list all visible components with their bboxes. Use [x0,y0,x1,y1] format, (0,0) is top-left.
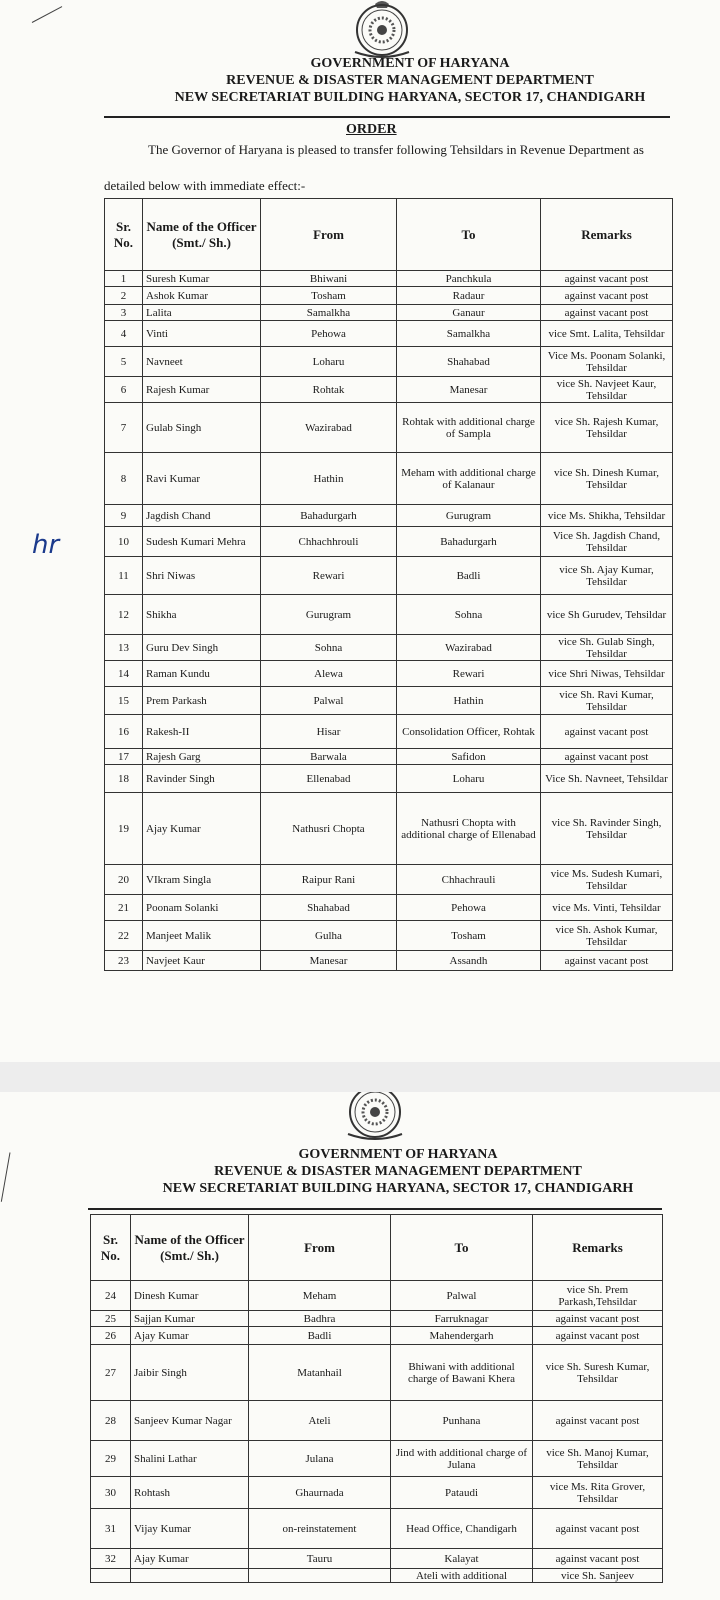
cell-sr: 4 [105,321,143,347]
table-row [91,1569,663,1583]
cell-to: Assandh [397,951,541,971]
cell-from: Rohtak [261,377,397,403]
cell-from: Hathin [261,453,397,505]
handwritten-initial: hr [32,530,60,560]
cell-name: Rakesh-II [143,715,261,749]
cell-from: Manesar [261,951,397,971]
header-line-3: NEW SECRETARIAT BUILDING HARYANA, SECTOR 17, CHANDIGARH [162,1181,634,1196]
cell-from: Julana [249,1441,391,1477]
table-row [105,661,673,687]
cell-remarks: vice Sh. Gulab Singh, Tehsildar [541,635,673,661]
cell-remarks: vice Sh Gurudev, Tehsildar [541,595,673,635]
header-line-3: NEW SECRETARIAT BUILDING HARYANA, SECTOR 17, CHANDIGARH [174,90,646,105]
cell-to: Ateli with additional [391,1569,533,1583]
table-row [105,951,673,971]
header-line-1: GOVERNMENT OF HARYANA [298,1147,498,1162]
cell-remarks: vice Ms. Sudesh Kumari, Tehsildar [541,865,673,895]
cell-from: Palwal [261,687,397,715]
cell-to: Wazirabad [397,635,541,661]
cell-from: Badli [249,1327,391,1345]
cell-sr: 6 [105,377,143,403]
transfer-table-1 [104,198,673,971]
cell-name: Prem Parkash [143,687,261,715]
cell-name: Ashok Kumar [143,287,261,305]
table-row [105,305,673,321]
table-row [105,635,673,661]
cell-name: Sudesh Kumari Mehra [143,527,261,557]
page-gap [0,1062,720,1092]
cell-from: Matanhail [249,1345,391,1401]
cell-remarks: vice Sh. Suresh Kumar, Tehsildar [533,1345,663,1401]
cell-remarks: vice Ms. Rita Grover, Tehsildar [533,1477,663,1509]
cell-from: Ghaurnada [249,1477,391,1509]
cell-to: Palwal [391,1281,533,1311]
col-from: From [249,1215,391,1281]
cell-name: Dinesh Kumar [131,1281,249,1311]
cell-remarks: vice Sh. Rajesh Kumar, Tehsildar [541,403,673,453]
transfer-table-2 [90,1214,663,1583]
cell-to: Samalkha [397,321,541,347]
cell-sr: 32 [91,1549,131,1569]
table-row [105,321,673,347]
cell-to: Pataudi [391,1477,533,1509]
cell-name: Navjeet Kaur [143,951,261,971]
cell-remarks: vice Sh. Ashok Kumar, Tehsildar [541,921,673,951]
cell-to: Consolidation Officer, Rohtak [397,715,541,749]
cell-name: Ravinder Singh [143,765,261,793]
cell-remarks: against vacant post [541,749,673,765]
cell-to: Gurugram [397,505,541,527]
cell-sr: 12 [105,595,143,635]
cell-sr: 1 [105,271,143,287]
cell-from: Rewari [261,557,397,595]
table-row [105,377,673,403]
cell-name: Guru Dev Singh [143,635,261,661]
cell-to: Hathin [397,687,541,715]
cell-name: Vijay Kumar [131,1509,249,1549]
cell-to: Meham with additional charge of Kalanaur [397,453,541,505]
cell-remarks: vice Smt. Lalita, Tehsildar [541,321,673,347]
table-row [105,347,673,377]
cell-from: Tauru [249,1549,391,1569]
table-row [91,1327,663,1345]
cell-name: Manjeet Malik [143,921,261,951]
table-header-row [91,1215,663,1281]
cell-name: Lalita [143,305,261,321]
cell-sr: 11 [105,557,143,595]
cell-remarks: against vacant post [541,951,673,971]
col-remarks: Remarks [533,1215,663,1281]
cell-name: Rajesh Kumar [143,377,261,403]
cell-sr: 30 [91,1477,131,1509]
cell-sr: 13 [105,635,143,661]
pen-mark [1,1152,11,1201]
header-line-2: REVENUE & DISASTER MANAGEMENT DEPARTMENT [214,1164,582,1179]
cell-sr: 10 [105,527,143,557]
haryana-emblem [345,0,419,62]
cell-from [249,1569,391,1583]
order-paragraph-line-2: detailed below with immediate effect:- [104,178,306,193]
cell-from: Bahadurgarh [261,505,397,527]
cell-sr: 31 [91,1509,131,1549]
cell-sr: 27 [91,1345,131,1401]
cell-remarks: against vacant post [533,1509,663,1549]
header-line-2: REVENUE & DISASTER MANAGEMENT DEPARTMENT [226,73,594,88]
cell-from: Pehowa [261,321,397,347]
cell-remarks: vice Sh. Prem Parkash,Tehsildar [533,1281,663,1311]
letterhead [128,1146,668,1197]
cell-from: on-reinstatement [249,1509,391,1549]
col-from: From [261,199,397,271]
cell-name: Shikha [143,595,261,635]
col-sr: Sr. No. [105,199,143,271]
header-rule [88,1208,662,1210]
cell-remarks: vice Ms. Shikha, Tehsildar [541,505,673,527]
cell-to: Safidon [397,749,541,765]
table-row [91,1311,663,1327]
cell-name: Sajjan Kumar [131,1311,249,1327]
cell-to: Tosham [397,921,541,951]
cell-name: Raman Kundu [143,661,261,687]
cell-remarks: vice Sh. Ravinder Singh, Tehsildar [541,793,673,865]
table-row [105,793,673,865]
table-row [105,453,673,505]
cell-sr: 23 [105,951,143,971]
cell-name: Suresh Kumar [143,271,261,287]
cell-remarks: against vacant post [533,1401,663,1441]
cell-from: Gurugram [261,595,397,635]
cell-sr: 29 [91,1441,131,1477]
cell-sr: 28 [91,1401,131,1441]
cell-from: Gulha [261,921,397,951]
cell-from: Nathusri Chopta [261,793,397,865]
cell-name: Rohtash [131,1477,249,1509]
cell-from: Hisar [261,715,397,749]
cell-sr: 21 [105,895,143,921]
cell-remarks: vice Sh. Navjeet Kaur, Tehsildar [541,377,673,403]
table-header-row [105,199,673,271]
cell-from: Ateli [249,1401,391,1441]
cell-sr: 3 [105,305,143,321]
cell-to: Bahadurgarh [397,527,541,557]
cell-to: Sohna [397,595,541,635]
cell-remarks: against vacant post [541,305,673,321]
cell-name: Shalini Lathar [131,1441,249,1477]
cell-name [131,1569,249,1583]
cell-sr: 24 [91,1281,131,1311]
table-row [105,865,673,895]
cell-from: Alewa [261,661,397,687]
cell-remarks: against vacant post [533,1311,663,1327]
col-to: To [391,1215,533,1281]
cell-name: Gulab Singh [143,403,261,453]
cell-to: Kalayat [391,1549,533,1569]
cell-sr: 14 [105,661,143,687]
table-row [105,921,673,951]
col-name: Name of the Officer (Smt./ Sh.) [131,1215,249,1281]
cell-remarks: Vice Sh. Jagdish Chand, Tehsildar [541,527,673,557]
cell-name: VIkram Singla [143,865,261,895]
table-row [91,1441,663,1477]
table-row [105,765,673,793]
cell-from: Shahabad [261,895,397,921]
cell-remarks: against vacant post [533,1327,663,1345]
cell-sr: 25 [91,1311,131,1327]
cell-to: Nathusri Chopta with additional charge of Ellenabad [397,793,541,865]
cell-name: Navneet [143,347,261,377]
table-row [91,1477,663,1509]
cell-to: Chhachrauli [397,865,541,895]
table-row [91,1281,663,1311]
cell-to: Radaur [397,287,541,305]
col-sr: Sr. No. [91,1215,131,1281]
cell-remarks: against vacant post [541,287,673,305]
table-row [105,595,673,635]
cell-name: Sanjeev Kumar Nagar [131,1401,249,1441]
cell-to: Head Office, Chandigarh [391,1509,533,1549]
cell-name: Ravi Kumar [143,453,261,505]
cell-name: Shri Niwas [143,557,261,595]
cell-to: Rewari [397,661,541,687]
table-row [91,1401,663,1441]
haryana-emblem [338,1092,412,1144]
cell-remarks: Vice Ms. Poonam Solanki, Tehsildar [541,347,673,377]
cell-name: Rajesh Garg [143,749,261,765]
cell-to: Ganaur [397,305,541,321]
cell-sr: 19 [105,793,143,865]
col-to: To [397,199,541,271]
pen-mark [32,6,62,23]
cell-name: Poonam Solanki [143,895,261,921]
cell-to: Pehowa [397,895,541,921]
cell-sr: 17 [105,749,143,765]
cell-to: Mahendergarh [391,1327,533,1345]
cell-name: Ajay Kumar [131,1327,249,1345]
cell-sr: 2 [105,287,143,305]
cell-sr: 7 [105,403,143,453]
cell-from: Wazirabad [261,403,397,453]
cell-remarks: vice Sh. Dinesh Kumar, Tehsildar [541,453,673,505]
cell-remarks: against vacant post [541,715,673,749]
cell-remarks: against vacant post [533,1549,663,1569]
cell-to: Manesar [397,377,541,403]
cell-name: Ajay Kumar [131,1549,249,1569]
cell-name: Jagdish Chand [143,505,261,527]
cell-sr: 5 [105,347,143,377]
table-row [105,895,673,921]
cell-remarks: vice Sh. Manoj Kumar, Tehsildar [533,1441,663,1477]
cell-name: Ajay Kumar [143,793,261,865]
cell-sr: 9 [105,505,143,527]
table-row [105,527,673,557]
cell-to: Rohtak with additional charge of Sampla [397,403,541,453]
cell-sr: 16 [105,715,143,749]
cell-sr: 20 [105,865,143,895]
cell-remarks: vice Sh. Sanjeev [533,1569,663,1583]
cell-from: Ellenabad [261,765,397,793]
cell-to: Farruknagar [391,1311,533,1327]
cell-sr: 8 [105,453,143,505]
cell-remarks: vice Sh. Ravi Kumar, Tehsildar [541,687,673,715]
letterhead [140,55,680,106]
cell-from: Barwala [261,749,397,765]
header-line-1: GOVERNMENT OF HARYANA [310,56,510,71]
cell-sr: 22 [105,921,143,951]
cell-to: Loharu [397,765,541,793]
table-row [105,403,673,453]
order-paragraph-line-1: The Governor of Haryana is pleased to transfer following Tehsildars in Revenue Department as [148,142,644,157]
cell-to: Jind with additional charge of Julana [391,1441,533,1477]
cell-sr: 15 [105,687,143,715]
table-row [91,1549,663,1569]
cell-remarks: against vacant post [541,271,673,287]
cell-remarks: Vice Sh. Navneet, Tehsildar [541,765,673,793]
cell-remarks: vice Shri Niwas, Tehsildar [541,661,673,687]
col-remarks: Remarks [541,199,673,271]
header-rule [104,116,670,118]
cell-from: Raipur Rani [261,865,397,895]
table-row [105,287,673,305]
cell-from: Tosham [261,287,397,305]
table-row [105,715,673,749]
cell-name: Vinti [143,321,261,347]
cell-remarks: vice Sh. Ajay Kumar, Tehsildar [541,557,673,595]
cell-to: Shahabad [397,347,541,377]
cell-name: Jaibir Singh [131,1345,249,1401]
cell-to: Bhiwani with additional charge of Bawani Khera [391,1345,533,1401]
cell-from: Meham [249,1281,391,1311]
table-row [105,271,673,287]
cell-remarks: vice Ms. Vinti, Tehsildar [541,895,673,921]
cell-from: Badhra [249,1311,391,1327]
cell-sr [91,1569,131,1583]
cell-from: Samalkha [261,305,397,321]
cell-from: Sohna [261,635,397,661]
col-name: Name of the Officer (Smt./ Sh.) [143,199,261,271]
order-title: ORDER [346,122,397,137]
table-row [105,687,673,715]
cell-from: Chhachhrouli [261,527,397,557]
cell-to: Panchkula [397,271,541,287]
table-row [105,557,673,595]
cell-to: Badli [397,557,541,595]
table-row [105,749,673,765]
cell-from: Loharu [261,347,397,377]
table-row [91,1345,663,1401]
table-row [105,505,673,527]
cell-sr: 18 [105,765,143,793]
document-page-2 [0,1092,720,1600]
cell-to: Punhana [391,1401,533,1441]
cell-from: Bhiwani [261,271,397,287]
cell-sr: 26 [91,1327,131,1345]
table-row [91,1509,663,1549]
